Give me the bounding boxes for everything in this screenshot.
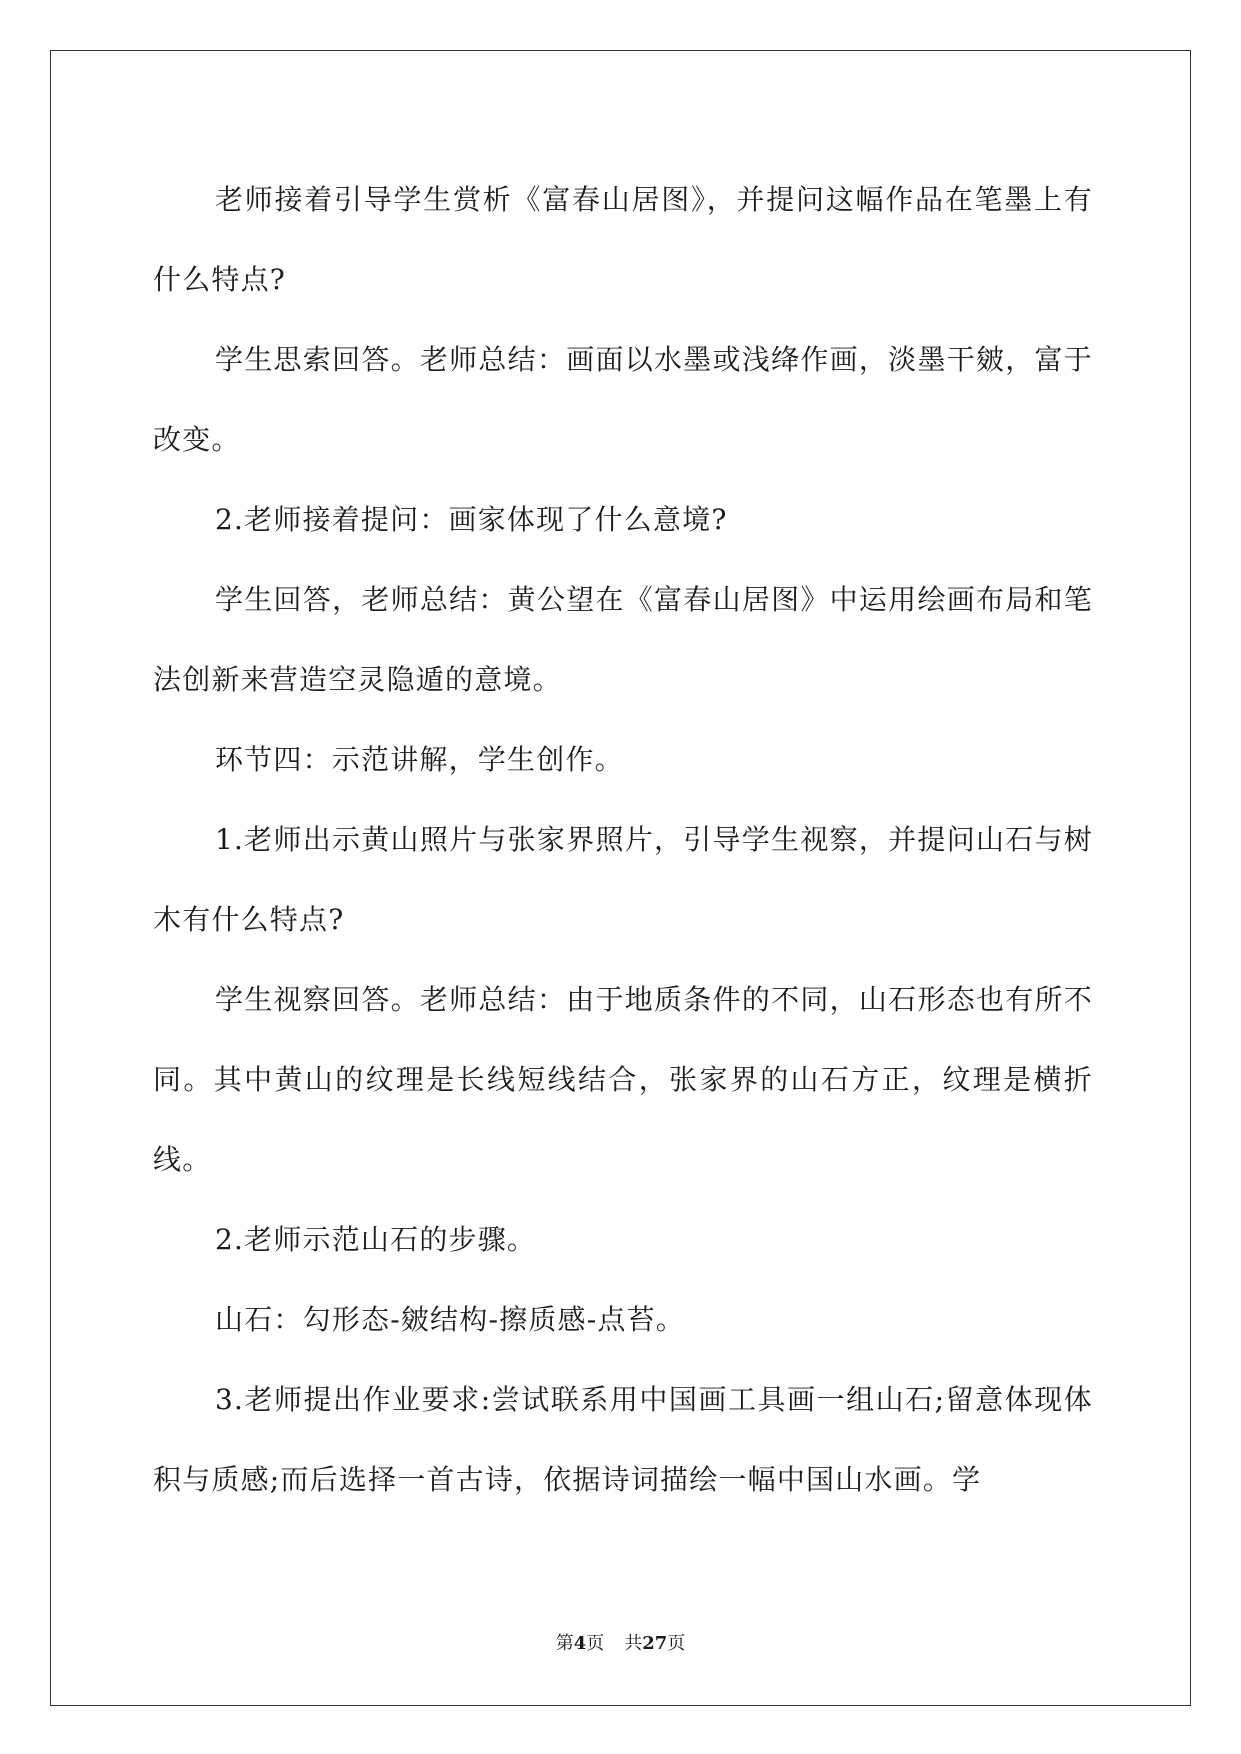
- paragraph: 山石：勾形态-皴结构-擦质感-点苔。: [215, 1303, 685, 1336]
- document-body: [153, 160, 1093, 1520]
- paragraph: 老师接着引导学生赏析《富春山居图》，并提问这幅作品在笔墨上有什么特点?: [153, 183, 1093, 296]
- total-pages: 27: [642, 1633, 668, 1654]
- page-suffix: 页: [586, 1633, 605, 1654]
- total-prefix: 共: [624, 1633, 643, 1654]
- paragraph: 学生思索回答。老师总结：画面以水墨或浅绛作画，淡墨干皴，富于改变。: [153, 343, 1093, 456]
- total-suffix: 页: [667, 1633, 686, 1654]
- paragraph: 3.老师提出作业要求:尝试联系用中国画工具画一组山石;留意体现体积与质感;而后选择一首古诗，依据诗词描绘一幅中国山水画。学: [153, 1383, 1093, 1496]
- paragraph: 环节四：示范讲解，学生创作。: [215, 743, 624, 776]
- page-prefix: 第: [555, 1633, 574, 1654]
- paragraph: 学生回答，老师总结：黄公望在《富春山居图》中运用绘画布局和笔法创新来营造空灵隐遁的意境。: [153, 583, 1093, 696]
- paragraph: 2.老师接着提问：画家体现了什么意境?: [215, 503, 728, 536]
- page-footer: [0, 1629, 1241, 1655]
- paragraph: 学生视察回答。老师总结：由于地质条件的不同，山石形态也有所不同。其中黄山的纹理是长线短线结合，张家界的山石方正，纹理是横折线。: [153, 983, 1093, 1176]
- paragraph: 2.老师示范山石的步骤。: [215, 1223, 537, 1256]
- paragraph: 1.老师出示黄山照片与张家界照片，引导学生视察，并提问山石与树木有什么特点?: [153, 823, 1093, 936]
- page-number: 4: [573, 1633, 587, 1654]
